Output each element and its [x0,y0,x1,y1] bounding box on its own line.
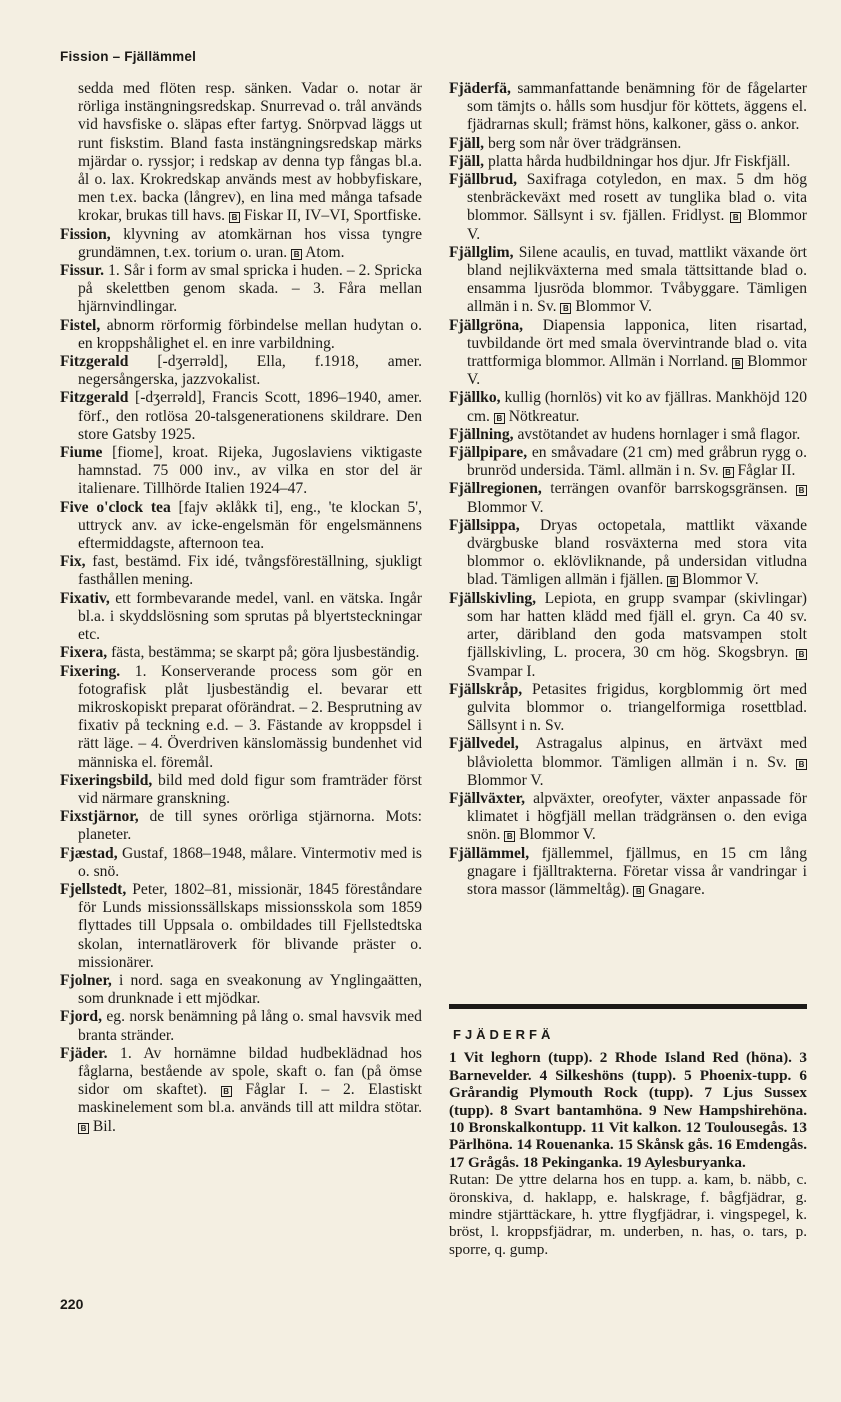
entry-headword: Fjällväxter, [449,789,526,807]
entry-text: Petasites frigidus, korgblommig ört med gulvita blommor o. triangelformiga rosettblad. Sällsynt i n. Sv. [467,680,808,735]
dictionary-entry [60,499,422,554]
cross-reference-icon: B [732,358,743,369]
entry-headword: Fjolner, [60,971,112,989]
dictionary-entry [449,845,807,900]
entry-text: i nord. saga en sveakonung av Ynglingaätten, som drunknade i ett mjödkar. [78,971,422,1008]
entry-text: fast, bestämd. Fix idé, tvångsföreställning, sjukligt fasthållen mening. [78,553,422,589]
dictionary-entry [449,244,807,317]
entry-cross-reference: Blommor V. [467,353,807,389]
entry-text: terrängen ovanför barrskogsgränsen. [550,480,788,498]
left-column [60,80,422,1136]
entry-text: en småvadare (21 cm) med gråbrun rygg o. brunröd undersida. Täml. allmän i n. Sv. [467,444,807,480]
dictionary-entry [449,389,807,425]
dictionary-entry [60,353,422,389]
page-number: 220 [60,1296,84,1312]
entry-cross-reference: Blommor V. [519,826,596,844]
right-column [449,80,807,899]
dictionary-entry [60,444,422,499]
entry-headword: Fiume [60,444,103,462]
dictionary-entry [60,590,422,645]
cross-reference-icon: B [796,649,807,660]
entry-headword: Fjellstedt, [60,880,127,898]
entry-headword: Fistel, [60,316,101,334]
cross-reference-icon: B [291,249,302,260]
dictionary-entry [60,663,422,772]
entry-text: Gustaf, 1868–1948, målare. Vintermotiv med is o. snö. [78,844,423,880]
entry-cross-reference: Atom. [305,243,345,261]
entry-headword: Fjord, [60,1008,103,1026]
dictionary-entry [449,735,807,790]
entry-headword: Fitzgerald [60,353,129,371]
dictionary-entry [449,135,807,153]
dictionary-entry [449,317,807,390]
dictionary-entry [60,808,422,844]
entry-cross-reference: Blommor V. [575,298,652,316]
dictionary-entry [60,553,422,589]
entry-headword: Fix, [60,553,86,571]
entry-headword: Fjällskivling, [449,589,537,607]
entry-headword: Fixeringsbild, [60,771,153,789]
box-caption: 1 Vit leghorn (tupp). 2 Rhode Island Red (höna). 3 Barnevelder. 4 Silkeshöns (tupp). 5 Phoenix-tupp. 6 Grårandig Plymouth Rock (tupp). 7 Ljus Sussex (tupp). 8 Svart bantamhöna. 9 New Hampshirehöna. 10 Bronskalkontupp. 11 Vit kalkon. 12 Toulousegås. 13 Pärlhöna. 14 Rouenanka. 15 Skånsk gås. 16 Emdengås. 17 Grågås. 18 Pekinganka. 19 Aylesburyanka. [449,1049,807,1171]
entry-text: Silene acaulis, en tuvad, mattlikt växande ört bland nejlikväxterna med smala tättsittande blad o. ensamma ljusröda blommor. Tvåbyggare. Tämligen allmän i n. Sv. [467,243,807,316]
box-top-rule [449,1004,807,1009]
entry-text: de till synes orörliga stjärnorna. Mots: planeter. [78,808,422,844]
entry-headword: Fjällko, [449,389,501,407]
dictionary-entry [449,426,807,444]
entry-text: fjällemmel, fjällmus, en 15 cm lång gnagare i fjälltrakterna. Företar vissa år vandringar i stora massor (lämmeltåg). [467,844,807,898]
cross-reference-icon: B [560,303,571,314]
dictionary-entry [449,590,807,681]
entry-headword: Fjæstad, [60,844,118,862]
entry-headword: Fixering. [60,662,121,680]
entry-headword: Fitzgerald [60,389,129,407]
entry-headword: Fjällning, [449,425,514,443]
dictionary-entry [449,681,807,736]
entry-headword: Fjäder. [60,1044,108,1062]
entry-text: avstötandet av hudens hornlager i små flagor. [517,425,801,443]
entry-text: [fiome], kroat. Rijeka, Jugoslaviens viktigaste hamnstad. 75 000 inv., av vilka en stor del är italienare. Tillhörde Italien 1924–47. [78,444,422,498]
entry-text: sedda med flöten resp. sänken. Vadar o. notar är rörliga instängningsredskap. Snurrevad o. trål används vid havsfiske o. släpas efter fartyg. Snörpvad läggs ut runt fiskstim. Bland fasta instängningsredskap märks mjärdar o. ryssjor; i redskap av denna typ fångas bl.a. ål o. lax. Krokredskap används mest av hobbyfiskare, men t.ex. backa (långrev), en lina med många tafsade krokar, brukas till havs. [78,80,422,225]
entry-headword: Fjällämmel, [449,844,530,862]
dictionary-entry [60,1045,422,1136]
entry-headword: Fixativ, [60,589,110,607]
entry-text: kullig (hornlös) vit ko av fjällras. Mankhöjd 120 cm. [467,389,807,425]
entry-headword: Fjällpipare, [449,444,528,462]
dictionary-entry [60,1008,422,1044]
entry-headword: Fixera, [60,644,108,662]
cross-reference-icon: B [494,413,505,424]
entry-headword: Fjällregionen, [449,480,542,498]
entry-text: Saxifraga cotyledon, en max. 5 dm hög stenbräckeväxt med rosett av tunglika blad o. vita blommor. Sällsynt i sv. fjällen. Fridlyst. [467,171,807,225]
entry-cross-reference: Fåglar I. – 2. Elastiskt maskinelement som bl.a. används till att mildra stötar. [78,1081,422,1117]
cross-reference-icon: B [221,1086,232,1097]
entry-headword: Fissur. [60,262,105,280]
cross-reference-icon: B [723,467,734,478]
entry-text: 1. Konserverande process som gör en fotografisk plåt ljusbeständig el. bevarar ett mikroskopiskt preparat oförändrat. – 2. Besprutning av fixativ på teckning e.d. – 3. Fästande av kroppsdel i rätt läge. – 4. Överdriven känslomässig bundenhet vid människa el. föremål. [78,662,422,771]
dictionary-entry [60,226,422,262]
entry-text: platta hårda hudbildningar hos djur. Jfr Fiskfjäll. [488,152,791,170]
dictionary-entry [449,517,807,590]
dictionary-entry [60,262,422,317]
dictionary-entry [60,772,422,808]
entry-text: Lepiota, en grupp svampar (skivlingar) som har hatten klädd med fjäll el. gryn. Ca 40 sv. arter, däribland den goda matsvampen stolt fjällskivling, L. procera, 30 cm hög. Skogsbryn. [467,589,807,662]
entry-text: ett formbevarande medel, vanl. en vätska. Ingår bl.a. i skyddslösning som sprutas på blyertsteckningar etc. [78,589,422,644]
entry-headword: Fjäderfä, [449,80,511,97]
fjaderfa-figure-box [449,1026,807,1258]
cross-reference-icon: B [796,759,807,770]
entry-headword: Fission, [60,225,111,243]
dictionary-entry [60,644,422,662]
entry-headword: Fjällglim, [449,243,514,261]
dictionary-entry [60,845,422,881]
entry-text: 1. Av hornämne bildad hudbeklädnad hos fåglarna, bestående av spole, skaft o. fan (på ömse sidor om skaftet). [78,1044,422,1099]
running-head: Fission – Fjällämmel [60,49,197,64]
entry-headword: Fjällbrud, [449,171,518,189]
entry-text: alpväxter, oreofyter, växter anpassade för klimatet i högfjäll mellan trädgränsen o. den eviga snön. [467,789,808,844]
entry-text: eg. norsk benämning på lång o. smal havsvik med branta stränder. [78,1008,422,1044]
cross-reference-icon: B [730,212,741,223]
dictionary-entry [449,790,807,845]
entry-cross-reference: Blommor V. [467,207,807,243]
entry-headword: Fjäll, [449,134,485,152]
entry-headword: Five o'clock tea [60,498,171,516]
entry-cross-reference: Nötkreatur. [508,407,580,425]
entry-text: [fajv əklåkk ti], eng., 'te klockan 5', uttryck anv. av icke-engelsmän för engelsmännens eftermiddagste, afternoon tea. [78,498,422,553]
entry-text: Peter, 1802–81, missionär, 1845 föreståndare för Lunds missionssällskaps missionsskola som 1859 flyttades till Uppsala o. ombildades till Fjellstedtska skolan, internatläroverk för blivande präster o. missionärer. [78,880,422,971]
dictionary-entry [449,444,807,480]
entry-text: [-dʒerrəld], Francis Scott, 1896–1940, amer. förf., den rotlösa 20-talsgenerationens skildrare. Den store Gatsby 1925. [78,389,422,443]
cross-reference-icon: B [633,886,644,897]
entry-text: [-dʒerrəld], Ella, f.1918, amer. negersångerska, jazzvokalist. [78,353,422,389]
entry-headword: Fjällgröna, [449,316,524,334]
entry-cross-reference: Svampar I. [467,662,536,680]
dictionary-entry [60,972,422,1008]
entry-text: bild med dold figur som framträder först vid närmare granskning. [78,771,422,807]
box-body: Rutan: De yttre delarna hos en tupp. a. kam, b. näbb, c. öronskiva, d. haklapp, e. halskrage, f. bågfjädrar, g. mindre stjärttäckare, h. yttre flygfjädrar, i. vingspegel, k. bröst, l. kroppsfjädrar, m. underben, n. has, o. tars, p. sporre, q. gump. [449,1171,807,1258]
entry-cross-reference: Blommor V. [467,771,544,789]
entry-text: Dryas octopetala, mattlikt växande dvärgbuske bland rosväxterna med stora vita blommor o. eklövliknande, på undersidan vitludna blad. Tämligen allmän i fjällen. [467,516,807,589]
entry-cross-reference: Fiskar II, IV–VI, Sportfiske. [243,207,422,225]
entry-headword: Fjällvedel, [449,735,519,753]
cross-reference-icon: B [229,212,240,223]
entry-headword: Fixstjärnor, [60,808,139,826]
entry-text: klyvning av atomkärnan hos vissa tyngre grundämnen, t.ex. torium o. uran. [78,225,423,261]
entry-text: 1. Sår i form av smal spricka i huden. – 2. Spricka på skelettben genom skada. – 3. Fåra mellan hjärnvindlingar. [78,262,422,316]
dictionary-entry [449,480,807,516]
entry-text: Astragalus alpinus, en ärtväxt med blåvioletta blommor. Tämligen allmän i n. Sv. [467,735,807,771]
entry-text: Diapensia lapponica, liten risartad, tuvbildande ört med smala övervintrande blad o. vita trattformiga blommor. Allmän i Norrland. [467,316,807,371]
cross-reference-icon: B [504,831,515,842]
entry-cross-reference: Blommor V. [682,571,759,589]
dictionary-entry [60,881,422,972]
dictionary-entry [60,317,422,353]
entry-cross-reference: Fåglar II. [737,462,796,480]
box-title: FJÄDERFÄ [453,1027,555,1042]
dictionary-entry [449,80,807,135]
dictionary-entry [449,153,807,171]
entry-text: berg som når över trädgränsen. [488,134,682,152]
entry-text: sammanfattande benämning för de fågelarter som tämjts o. hålls som husdjur för köttets, äggens el. fjädrarnas skull; främst höns, kalkoner, gäss o. ankor. [467,80,807,134]
entry-text: fästa, bestämma; se skarpt på; göra ljusbeständig. [111,644,420,662]
entry-cross-reference: Bil. [92,1117,116,1135]
entry-headword: Fjällsippa, [449,516,520,534]
dictionary-entry [449,171,807,244]
dictionary-entry [60,80,422,226]
entry-text: abnorm rörformig förbindelse mellan hudytan o. en kroppshålighet el. en inre varbildning. [78,316,422,352]
entry-headword: Fjäll, [449,152,485,170]
cross-reference-icon: B [796,485,807,496]
entry-headword: Fjällskråp, [449,680,523,698]
dictionary-entry [60,389,422,444]
cross-reference-icon: B [667,576,678,587]
entry-cross-reference: Gnagare. [648,880,705,898]
cross-reference-icon: B [78,1123,89,1134]
entry-cross-reference: Blommor V. [467,498,544,516]
